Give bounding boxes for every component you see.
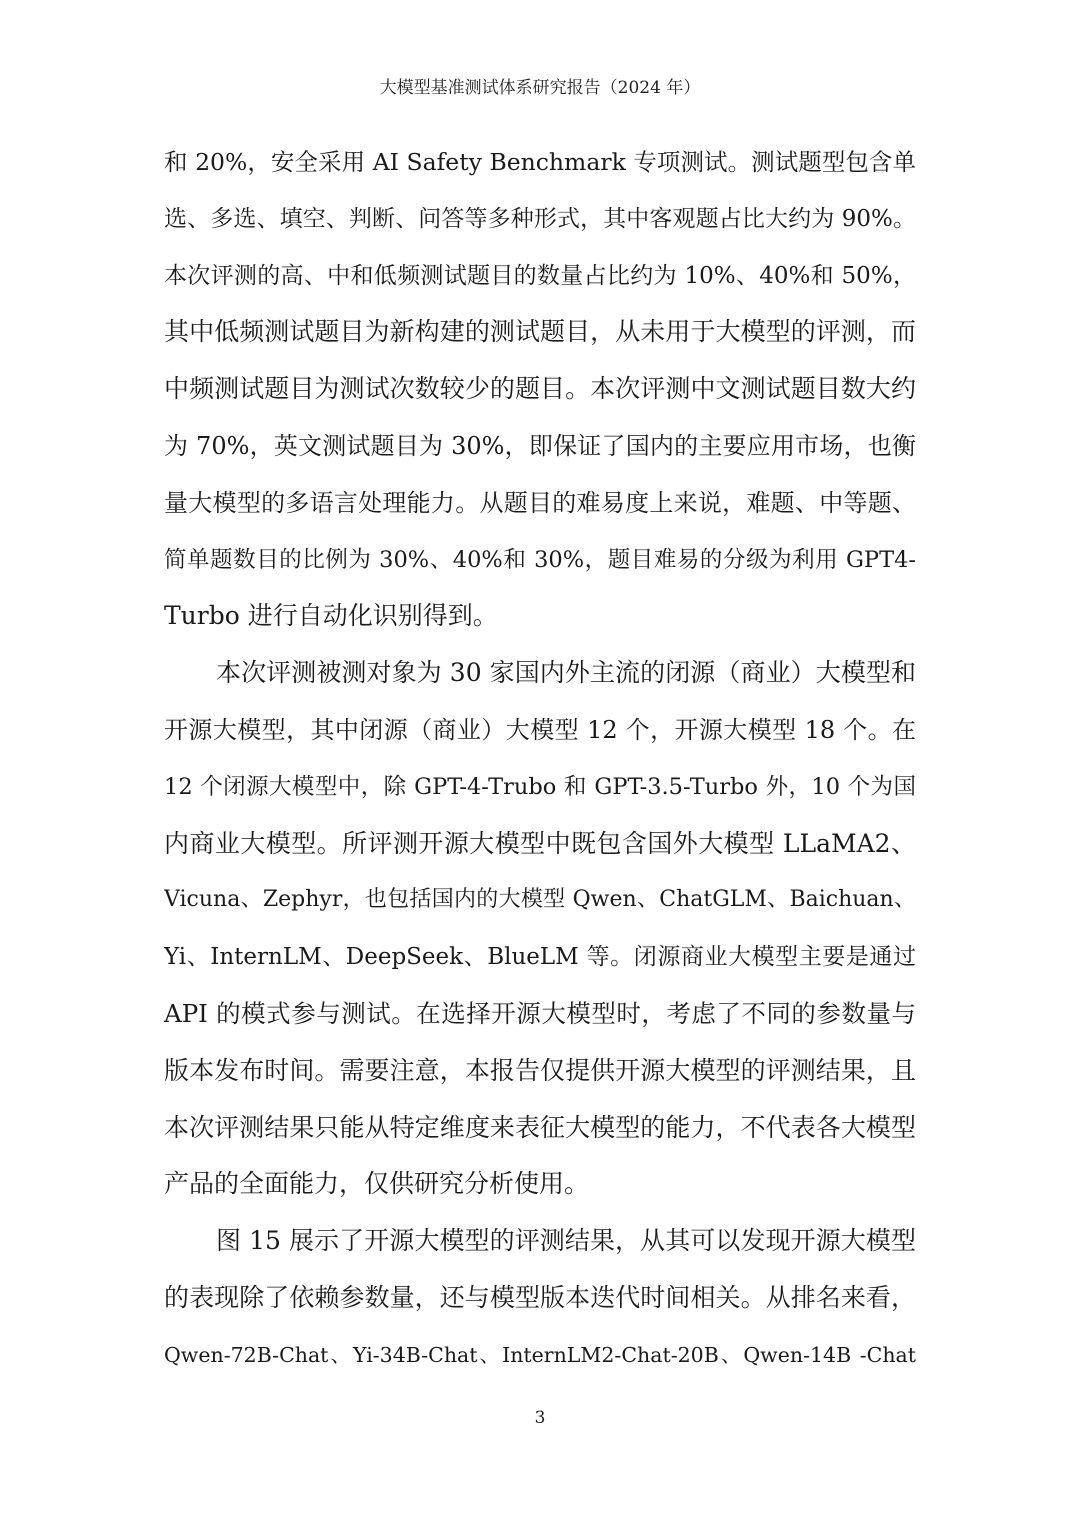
text-line: 其中低频测试题目为新构建的测试题目，从未用于大模型的评测，而: [164, 317, 916, 347]
text-line: Turbo 进行自动化识别得到。: [164, 601, 498, 631]
text-line: Vicuna、Zephyr，也包括国内的大模型 Qwen、ChatGLM、Baichuan、: [164, 887, 916, 913]
text-line: 内商业大模型。所评测开源大模型中既包含国外大模型 LLaMA2、: [164, 828, 916, 858]
text-line: 本次评测被测对象为 30 家国内外主流的闭源（商业）大模型和: [216, 658, 916, 688]
paragraph-1: [164, 134, 916, 645]
text-line: 为 70%，英文测试题目为 30%，即保证了国内的主要应用市场，也衡: [164, 431, 916, 460]
text-line: Yi、InternLM、DeepSeek、BlueLM 等。闭源商业大模型主要是通过: [164, 944, 916, 971]
text-line: 和 20%，安全采用 AI Safety Benchmark 专项测试。测试题型包含单: [164, 148, 916, 176]
text-line: Qwen-72B-Chat、Yi-34B-Chat、InternLM2-Chat-20B、Qwen-14B -Chat: [164, 1342, 916, 1367]
text-line: 的表现除了依赖参数量，还与模型版本迭代时间相关。从排名来看，: [164, 1282, 916, 1312]
text-line: 量大模型的多语言处理能力。从题目的难易度上来说，难题、中等题、: [164, 488, 916, 517]
page-number: 3: [534, 1408, 546, 1428]
text-line: 简单题数目的比例为 30%、40%和 30%，题目难易的分级为利用 GPT4-: [164, 546, 916, 573]
paragraph-2: [164, 645, 916, 1213]
text-line: 版本发布时间。需要注意，本报告仅提供开源大模型的评测结果，且: [164, 1055, 916, 1085]
text-line: 产品的全面能力，仅供研究分析使用。: [164, 1169, 590, 1199]
text-line: 本次评测结果只能从特定维度来表征大模型的能力，不代表各大模型: [164, 1112, 916, 1142]
text-line: 选、多选、填空、判断、问答等多种形式，其中客观题占比大约为 90%。: [164, 205, 916, 232]
text-line: 图 15 展示了开源大模型的评测结果，从其可以发现开源大模型: [216, 1226, 916, 1256]
text-line: 本次评测的高、中和低频测试题目的数量占比约为 10%、40%和 50%，: [164, 262, 916, 289]
text-line: 开源大模型，其中闭源（商业）大模型 12 个，开源大模型 18 个。在: [164, 715, 916, 744]
running-header: 大模型基准测试体系研究报告（2024 年）: [379, 78, 701, 98]
paragraph-3: [164, 1213, 916, 1383]
text-line: 中频测试题目为测试次数较少的题目。本次评测中文测试题目数大约: [164, 374, 916, 404]
text-line: 12 个闭源大模型中，除 GPT-4-Trubo 和 GPT-3.5-Turbo 外，10 个为国: [164, 773, 916, 800]
text-line: API 的模式参与测试。在选择开源大模型时，考虑了不同的参数量与: [164, 998, 916, 1028]
body-text: [164, 134, 916, 1384]
